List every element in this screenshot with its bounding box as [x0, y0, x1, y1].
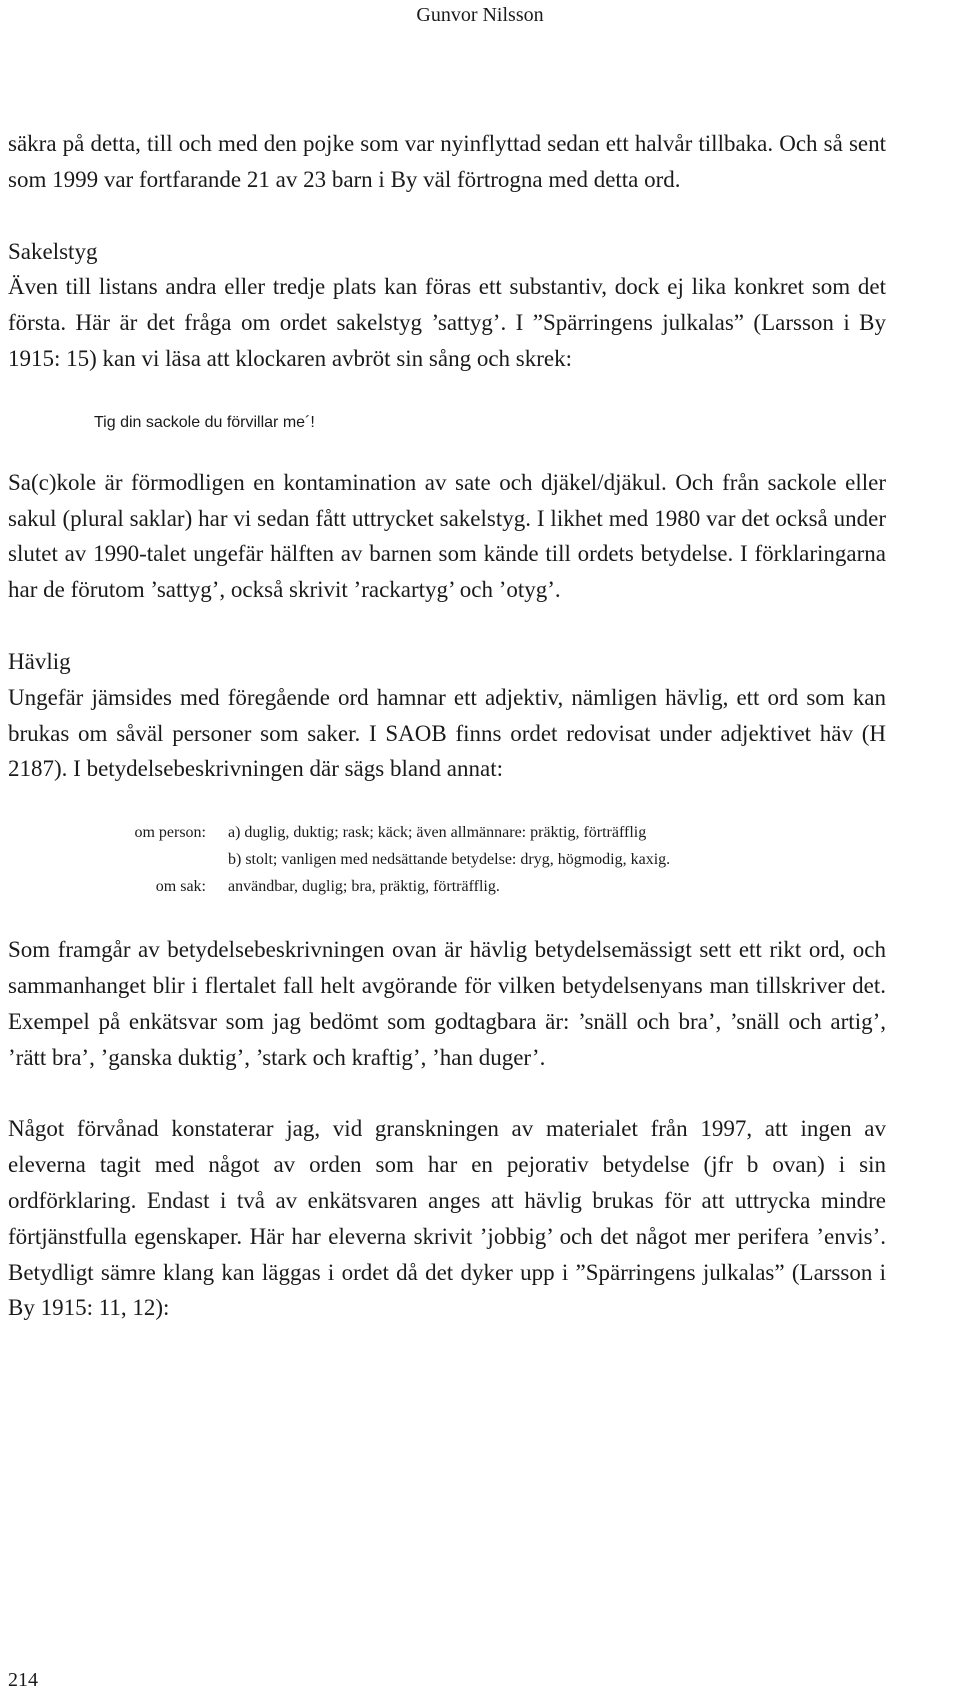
section-heading-sakelstyg: Sakelstyg: [8, 238, 98, 264]
running-head: Gunvor Nilsson: [416, 4, 544, 26]
definition-row: [94, 819, 670, 846]
definition-table: [94, 819, 670, 900]
paragraph-forvanad: Något förvånad konstaterar jag, vid granskningen av materialet från 1997, att ingen av eleverna tagit med något av orden som har en pejorativ betydelse (jfr b ovan) i sin ordförklaring. Endast i två av enkätsvaren anges att hävlig brukas för att uttrycka mindre förtjänstfulla egenskaper. Här har eleverna skrivit ’jobbig’ och det något mer perifera ’envis’. Betydligt sämre klang kan läggas i ordet då det dyker upp i ”Spärringens julkalas” (Larsson i By 1915: 11, 12):: [8, 1116, 886, 1321]
body-text: [8, 126, 886, 1326]
paragraph-betydelse: Som framgår av betydelsebeskrivningen ovan är hävlig betydelsemässigt sett ett rikt ord, och sammanhanget blir i flertalet fall helt avgörande för vilken betydelsenyans man tillskriver det. Exempel på enkätsvar som jag bedömt som godtagbara är: ’snäll och bra’, ’snäll och artig’, ’rätt bra’, ’ganska duktig’, ’stark och kraftig’, ’han duger’.: [8, 937, 886, 1070]
definition-label-sak: om sak:: [155, 878, 206, 896]
paragraph-intro: säkra på detta, till och med den pojke som var nyinflyttad sedan ett halvår tillbaka. Och så sent som 1999 var fortfarande 21 av 23 barn i By väl förtrogna med detta ord.: [8, 131, 886, 192]
paragraph-sakelstyg: Även till listans andra eller tredje plats kan föras ett substantiv, dock ej lika konkret som det första. Här är det fråga om ordet sakelstyg ’sattyg’. I ”Spärringens julkalas” (Larsson i By 1915: 15) kan vi läsa att klockaren avbröt sin sång och skrek:: [8, 274, 886, 371]
definition-row: [94, 873, 670, 900]
definition-row: [94, 846, 670, 873]
definition-sak: användbar, duglig; bra, präktig, förträfflig.: [228, 878, 500, 896]
section-heading-havlig: Hävlig: [8, 648, 71, 674]
block-quote: Tig din sackole du förvillar me´!: [94, 413, 315, 431]
paragraph-sackole: Sa(c)kole är förmodligen en kontamination av sate och djäkel/djäkul. Och från sackole eller sakul (plural saklar) har vi sedan fått uttrycket sakelstyg. I likhet med 1980 var det också under slutet av 1990-talet ungefär hälften av barnen som kände till ordets betydelse. I förklaringarna har de förutom ’sattyg’, också skrivit ’rackartyg’ och ’otyg’.: [8, 469, 886, 603]
paragraph-havlig: Ungefär jämsides med föregående ord hamnar ett adjektiv, nämligen hävlig, ett ord som kan brukas om såväl personer som saker. I SAOB finns ordet redovisat under adjektivet häv (H 2187). I betydelsebeskrivningen där sägs bland annat:: [8, 684, 886, 782]
definition-b: b) stolt; vanligen med nedsättande betydelse: dryg, högmodig, kaxig.: [228, 851, 671, 869]
page-number: 214: [8, 1669, 38, 1691]
definition-a: a) duglig, duktig; rask; käck; även allmännare: präktig, förträfflig: [228, 824, 647, 842]
definition-label-person: om person:: [134, 824, 206, 842]
